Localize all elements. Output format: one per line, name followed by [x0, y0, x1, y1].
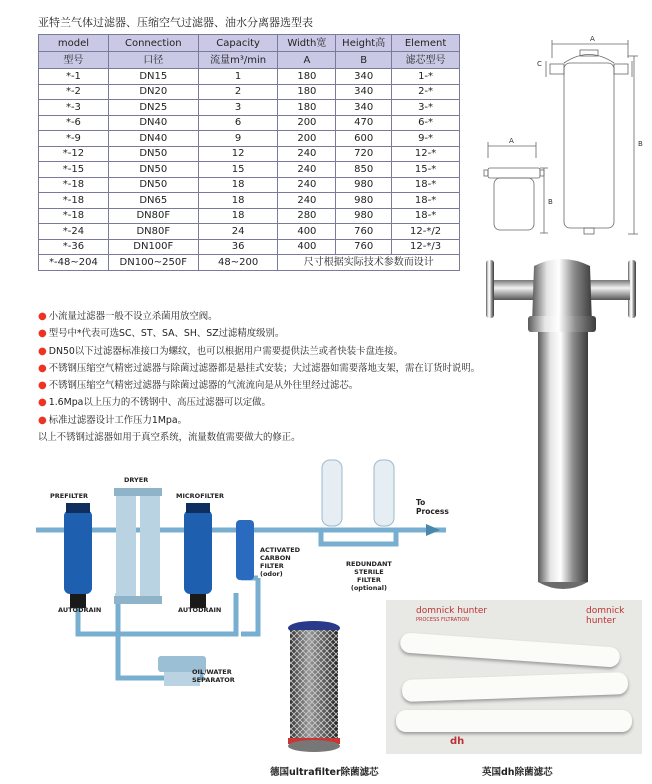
dh-brand-subtext: PROCESS FILTRATION [416, 617, 470, 623]
table-cell: *-15 [39, 162, 109, 178]
table-cell: 980 [336, 193, 392, 209]
table-cell: DN80F [108, 208, 198, 224]
table-cell: DN80F [108, 224, 198, 240]
table-cell: 流量m³/min [198, 52, 278, 69]
table-row [39, 131, 460, 147]
table-row [39, 162, 460, 178]
table-cell: *-18 [39, 193, 109, 209]
table-row [39, 239, 460, 255]
microfilter-label: MICROFILTER [176, 492, 224, 500]
table-cell: 280 [278, 208, 336, 224]
prefilter-label: PREFILTER [50, 492, 89, 500]
dimension-drawing [482, 28, 647, 248]
oil-water-separator-label: OIL/WATER SEPARATOR [192, 668, 235, 684]
table-cell: 980 [336, 177, 392, 193]
activated-carbon-label: ACTIVATED CARBON FILTER (odor) [260, 546, 301, 578]
table-cell: 340 [336, 100, 392, 116]
table-cell: 2-* [392, 84, 460, 100]
table-cell: 12-*/3 [392, 239, 460, 255]
note-item: ● 型号中*代表可选SC、ST、SA、SH、SZ过滤精度级别。 [38, 328, 285, 340]
table-cell: model [39, 35, 109, 52]
note-item: ● 小流量过滤器一般不设立杀菌用放空阀。 [38, 311, 218, 322]
table-cell: 180 [278, 100, 336, 116]
table-cell: 9-* [392, 131, 460, 147]
table-cell: 850 [336, 162, 392, 178]
note-item: ● DN50以下过滤器标准接口为螺纹，也可以根据用户需要提供法兰或者快装卡盘连接。 [38, 345, 404, 357]
table-cell: 18 [198, 193, 278, 209]
table-cell: 200 [278, 115, 336, 131]
table-cell: *-1 [39, 69, 109, 85]
table-cell: 470 [336, 115, 392, 131]
selection-table [38, 34, 460, 271]
dim-b-label: B [638, 140, 643, 148]
table-cell: 340 [336, 69, 392, 85]
table-cell: DN50 [108, 146, 198, 162]
table-row [39, 146, 460, 162]
notes-list [38, 308, 480, 446]
table-row [39, 208, 460, 224]
table-cell: 180 [278, 84, 336, 100]
table-row [39, 224, 460, 240]
table-cell: 240 [278, 177, 336, 193]
table-cell: 600 [336, 131, 392, 147]
table-cell: *-36 [39, 239, 109, 255]
table-cell: 型号 [39, 52, 109, 69]
table-cell: 15-* [392, 162, 460, 178]
table-cell: DN40 [108, 131, 198, 147]
table-cell: DN50 [108, 177, 198, 193]
table-cell: DN65 [108, 193, 198, 209]
table-row [39, 69, 460, 85]
table-cell: 18 [198, 208, 278, 224]
table-cell: 6-* [392, 115, 460, 131]
page-title: 亚特兰气体过滤器、压缩空气过滤器、油水分离器选型表 [38, 16, 313, 29]
dim-c-label: C [537, 60, 542, 68]
dh-filter-elements-photo [386, 600, 642, 754]
table-cell: 18-* [392, 208, 460, 224]
autodrain-label-1: AUTODRAIN [58, 606, 102, 614]
table-cell: 180 [278, 69, 336, 85]
dh-brand-text: domnick hunter [416, 606, 488, 616]
table-cell: 240 [278, 146, 336, 162]
table-cell: *-18 [39, 208, 109, 224]
table-cell: DN100F [108, 239, 198, 255]
table-cell: 980 [336, 208, 392, 224]
dh-brand-text-2: domnick hunter [586, 606, 625, 626]
table-cell: Capacity [198, 35, 278, 52]
table-cell: DN50 [108, 162, 198, 178]
table-cell: *-9 [39, 131, 109, 147]
table-row [39, 115, 460, 131]
note-item: ● 1.6Mpa以上压力的不锈钢中、高压过滤器可以定做。 [38, 397, 271, 409]
table-cell: A [278, 52, 336, 69]
table-header-row [39, 52, 460, 69]
table-cell: 240 [278, 193, 336, 209]
footer-note: 以上不锈钢过滤器如用于真空系统，流量数值需要做大的修正。 [38, 432, 301, 444]
table-row [39, 193, 460, 209]
table-cell: 18 [198, 177, 278, 193]
table-cell: 15 [198, 162, 278, 178]
table-cell: 口径 [108, 52, 198, 69]
note-item: ● 标准过滤器设计工作压力1Mpa。 [38, 414, 187, 426]
table-cell: 12 [198, 146, 278, 162]
table-cell: 24 [198, 224, 278, 240]
dim-a-label: A [590, 35, 595, 43]
table-cell: 1 [198, 69, 278, 85]
table-cell: B [336, 52, 392, 69]
dim-a-small-label: A [509, 137, 514, 145]
table-cell: 3 [198, 100, 278, 116]
table-cell: 36 [198, 239, 278, 255]
table-cell: 18-* [392, 177, 460, 193]
table-cell: 6 [198, 115, 278, 131]
table-cell: 48~200 [198, 255, 278, 271]
table-cell: *-3 [39, 100, 109, 116]
caption-dh: 英国dh除菌滤芯 [482, 767, 553, 778]
stainless-filter-photo [482, 252, 642, 597]
table-header-row [39, 35, 460, 52]
redundant-sterile-label: REDUNDANT STERILE FILTER (optional) [346, 560, 392, 592]
table-cell: DN25 [108, 100, 198, 116]
to-process-label: To Process [416, 498, 449, 516]
table-cell: DN40 [108, 115, 198, 131]
table-cell: *-18 [39, 177, 109, 193]
dryer-label: DRYER [124, 476, 149, 484]
autodrain-label-2: AUTODRAIN [178, 606, 222, 614]
table-cell: 2 [198, 84, 278, 100]
table-cell: 尺寸根据实际技术参数而设计 [278, 255, 460, 271]
caption-ultrafilter: 德国ultrafilter除菌滤芯 [270, 767, 379, 778]
table-cell: 滤芯型号 [392, 52, 460, 69]
table-row [39, 177, 460, 193]
table-cell: Width宽 [278, 35, 336, 52]
table-cell: 760 [336, 239, 392, 255]
table-cell: 200 [278, 131, 336, 147]
table-cell: DN100~250F [108, 255, 198, 271]
table-cell: 3-* [392, 100, 460, 116]
table-cell: Element [392, 35, 460, 52]
table-cell: 12-*/2 [392, 224, 460, 240]
table-row [39, 100, 460, 116]
table-cell: *-12 [39, 146, 109, 162]
table-cell: 400 [278, 239, 336, 255]
table-cell: 240 [278, 162, 336, 178]
table-cell: DN20 [108, 84, 198, 100]
table-row [39, 84, 460, 100]
table-cell: *-24 [39, 224, 109, 240]
note-item: ● 不锈钢压缩空气精密过滤器与除菌过滤器都是悬挂式安装；大过滤器如需要落地支架，需在订货时说明。 [38, 362, 480, 374]
table-cell: *-6 [39, 115, 109, 131]
table-row [39, 255, 460, 271]
table-cell: *-48~204 [39, 255, 109, 271]
ultrafilter-element-photo [282, 618, 346, 754]
table-cell: 340 [336, 84, 392, 100]
table-cell: Connection [108, 35, 198, 52]
table-cell: 12-* [392, 146, 460, 162]
table-cell: DN15 [108, 69, 198, 85]
table-cell: 18-* [392, 193, 460, 209]
table-cell: 760 [336, 224, 392, 240]
table-cell: Height高 [336, 35, 392, 52]
dh-logo-text: dh [450, 736, 465, 747]
table-cell: *-2 [39, 84, 109, 100]
table-cell: 1-* [392, 69, 460, 85]
dim-b-small-label: B [548, 198, 553, 206]
note-item: ● 不锈钢压缩空气精密过滤器与除菌过滤器的气流流向是从外往里经过滤芯。 [38, 380, 359, 392]
table-cell: 720 [336, 146, 392, 162]
table-cell: 400 [278, 224, 336, 240]
table-cell: 9 [198, 131, 278, 147]
